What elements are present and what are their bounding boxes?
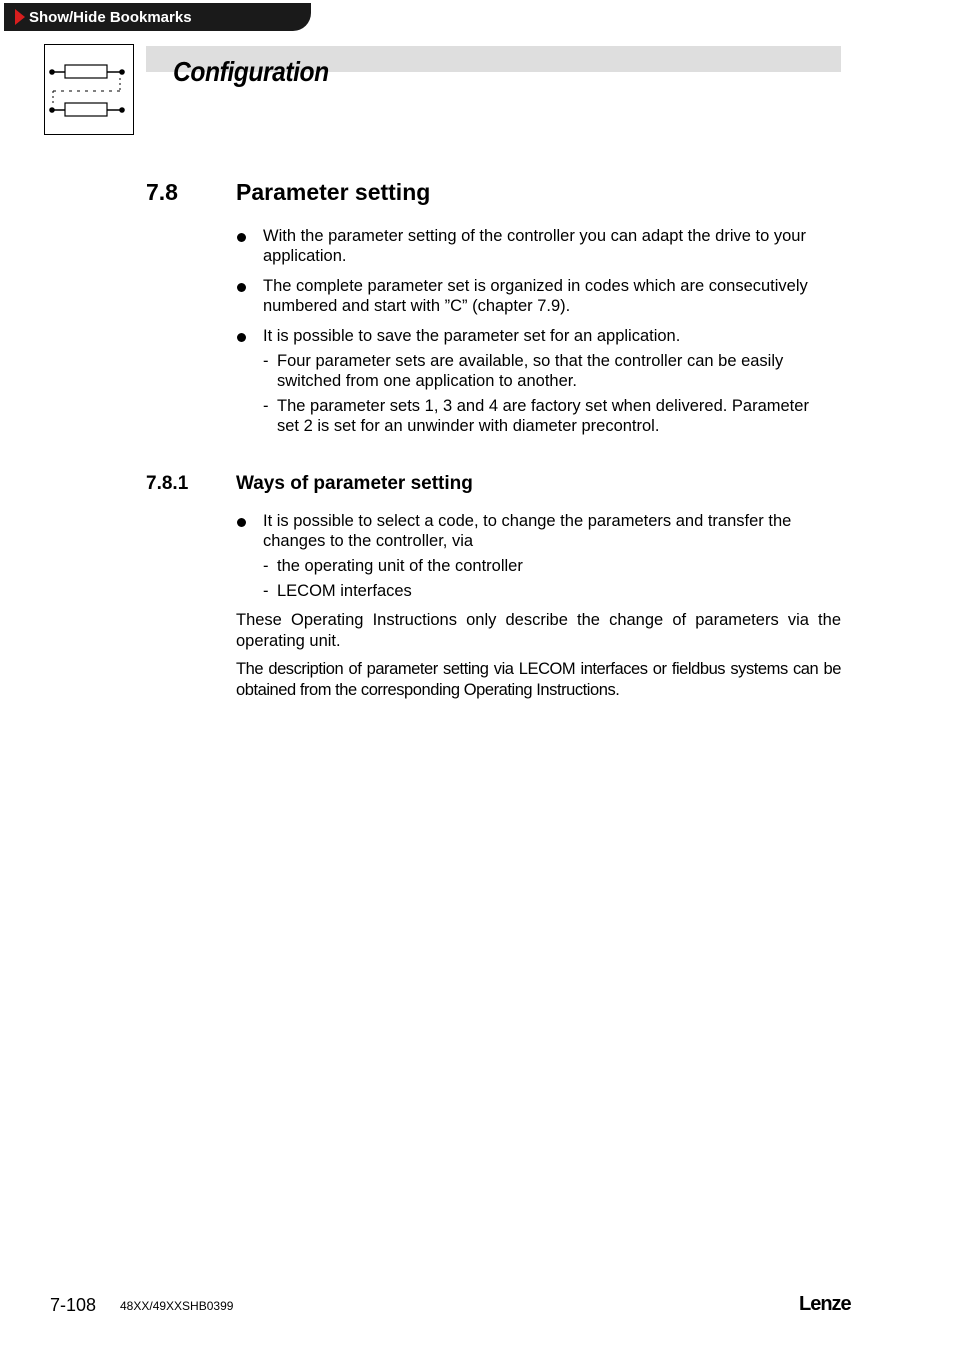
bullet-text: It is possible to select a code, to change the parameters and transfer the changes to the controller, via — [263, 512, 792, 550]
sub-item-dash: - — [263, 352, 269, 370]
page-number: 7-108 — [50, 1295, 97, 1315]
page-title: Configuration — [173, 56, 329, 87]
section-title: Parameter setting — [236, 179, 431, 205]
subsection-title: Ways of parameter setting — [236, 473, 473, 494]
bullet-dot — [237, 233, 246, 242]
bullet-text: The complete parameter set is organized in codes which are consecutively numbered and start with ”C” (chapter 7.9). — [263, 277, 808, 315]
show-hide-bookmarks-button[interactable] — [4, 3, 311, 31]
document-id: 48XX/49XXSHB0399 — [120, 1299, 234, 1313]
paragraph: The description of parameter setting via LECOM interfaces or fieldbus systems can be obtained from the corresponding Operating Instructions. — [236, 660, 841, 699]
triangle-right-icon — [15, 9, 25, 25]
bullet-dot — [237, 283, 246, 292]
bullet-text: With the parameter setting of the controller you can adapt the drive to your application. — [263, 227, 806, 265]
bookmarks-label: Show/Hide Bookmarks — [29, 8, 192, 26]
brand-logo: Lenze — [799, 1293, 851, 1315]
paragraph: These Operating Instructions only describe the change of parameters via the operating unit. — [236, 611, 841, 650]
sub-item-text: the operating unit of the controller — [277, 557, 523, 575]
section-number: 7.8 — [146, 179, 178, 205]
bullet-text: It is possible to save the parameter set for an application. — [263, 327, 681, 345]
sub-item-dash: - — [263, 557, 269, 575]
sub-item-text: LECOM interfaces — [277, 582, 412, 600]
bullet-dot — [237, 518, 246, 527]
sub-item-dash: - — [263, 397, 269, 415]
configuration-schematic-icon — [44, 44, 134, 135]
sub-item-text: The parameter sets 1, 3 and 4 are factory set when delivered. Parameter set 2 is set for an unwinder with diameter precontrol. — [277, 397, 809, 435]
bullet-dot — [237, 333, 246, 342]
sub-item-text: Four parameter sets are available, so that the controller can be easily switched from one application to another. — [277, 352, 784, 390]
subsection-number: 7.8.1 — [146, 473, 189, 494]
sub-item-dash: - — [263, 582, 269, 600]
